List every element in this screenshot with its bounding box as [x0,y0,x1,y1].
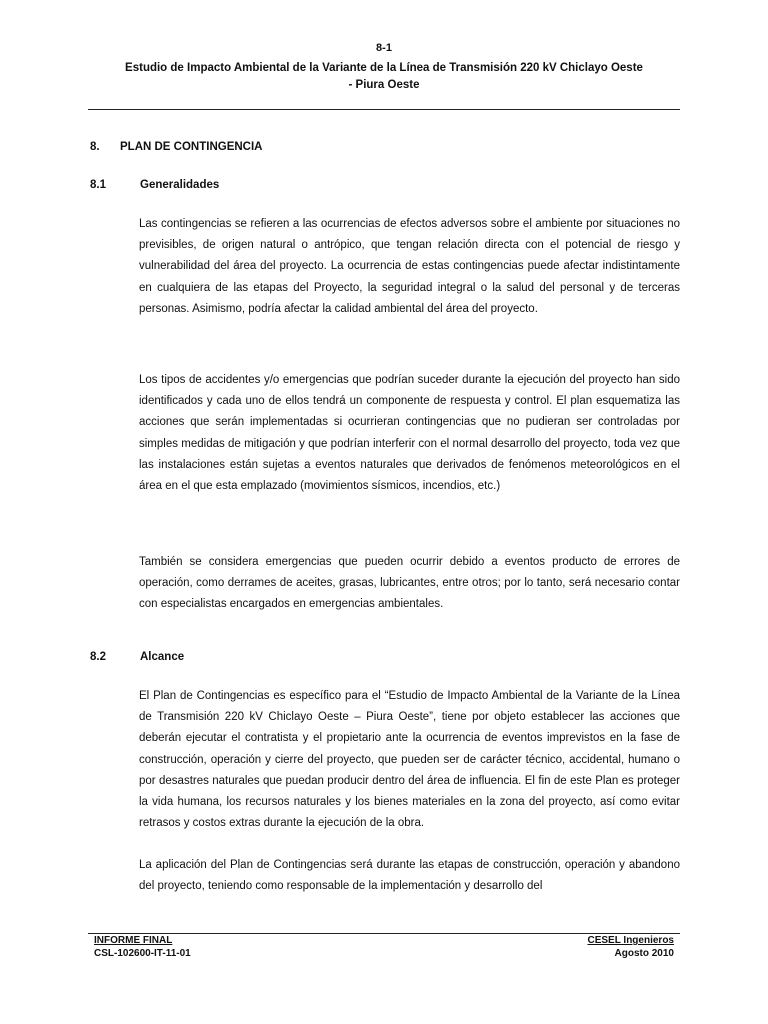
document-title-line-1: Estudio de Impacto Ambiental de la Variante de la Línea de Transmisión 220 kV Chiclayo Oeste [125,62,643,74]
header-divider [88,109,680,110]
section-number: 8. [90,141,100,153]
section-heading [90,141,262,153]
footer-document-code: CSL-102600-IT-11-01 [94,948,191,959]
paragraph: Las contingencias se refieren a las ocurrencias de efectos adversos sobre el ambiente por situaciones no previsibles, de origen natural o antrópico, que tengan relación directa con el potencial de riesgo y vulnerabilidad del área del proyecto. La ocurrencia de estas contingencias puede afectar indistintamente en cualquiera de las etapas del Proyecto, la seguridad integral o la salud del personal y de terceras personas. Asimismo, podría afectar la calidad ambiental del área del proyecto. [139,218,680,315]
footer-date: Agosto 2010 [614,948,674,959]
subsection-title: Generalidades [140,179,220,191]
subsection-number: 8.2 [90,651,106,663]
subsection-heading-8-2 [90,651,184,663]
paragraph: La aplicación del Plan de Contingencias será durante las etapas de construcción, operación y abandono del proyecto, teniendo como responsable de la implementación y desarrollo del [139,859,680,893]
footer-company: CESEL Ingenieros [587,935,674,946]
subsection-title: Alcance [140,651,185,663]
footer-report-label: INFORME FINAL [94,935,173,946]
subsection-number: 8.1 [90,179,106,191]
footer-right [587,934,674,960]
footer-left [94,934,191,960]
section-title: PLAN DE CONTINGENCIA [120,141,263,153]
paragraph: Los tipos de accidentes y/o emergencias que podrían suceder durante la ejecución del proyecto han sido identificados y cada uno de ellos tendrá un componente de respuesta y control. El plan esquematiza las acciones que serán implementadas si ocurrieran contingencias que no pudieran ser controladas por simples medidas de mitigación y que podrían interferir con el normal desarrollo del proyecto, toda vez que las instalaciones están sujetas a eventos naturales que derivados de fenómenos meteorológicos en el área en el que esta emplazado (movimientos sísmicos, incendios, etc.) [139,374,680,493]
page-number: 8-1 [376,42,392,54]
paragraph: También se considera emergencias que pueden ocurrir debido a eventos producto de errores de operación, como derrames de aceites, grasas, lubricantes, entre otros; por lo tanto, será necesario contar con especialistas encargados en emergencias ambientales. [139,556,680,611]
subsection-heading-8-1 [90,179,219,191]
document-title [88,60,680,94]
document-title-line-2: - Piura Oeste [348,79,420,91]
paragraph: El Plan de Contingencias es específico para el “Estudio de Impacto Ambiental de la Variante de la Línea de Transmisión 220 kV Chiclayo Oeste – Piura Oeste”, tiene por objeto establecer las acciones que deberán ejecutar el contratista y el propietario ante la ocurrencia de eventos imprevistos en la fase de construcción, operación y cierre del proyecto, que pueden ser de carácter técnico, accidental, humano o por desastres naturales que puedan producir dentro del área de influencia. El fin de este Plan es proteger la vida humana, los recursos naturales y los bienes materiales en la zona del proyecto, así como evitar retrasos y costos extras durante la ejecución de la obra. [139,690,680,830]
